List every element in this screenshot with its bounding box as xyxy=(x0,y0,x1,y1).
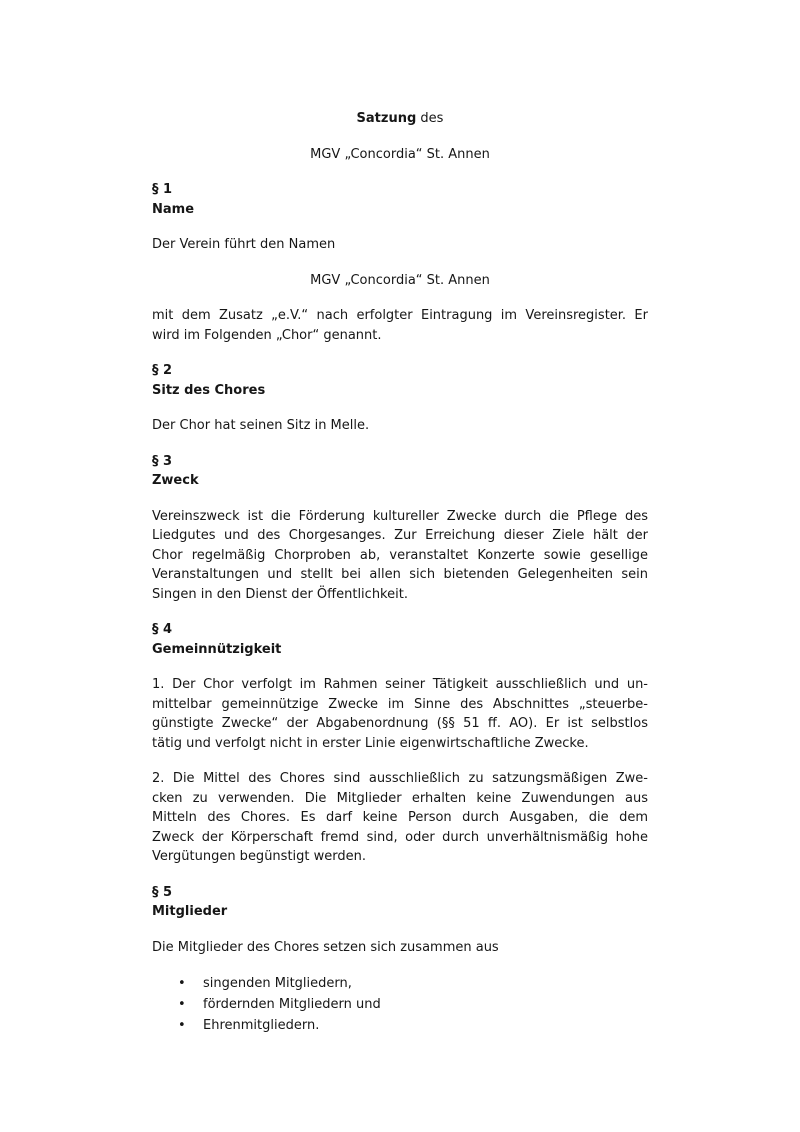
paragraph-line: 1. Der Chor verfolgt im Rahmen seiner Tätigkeit ausschließlich und un- xyxy=(152,677,648,692)
paragraph-line: Zweck der Körperschaft fremd sind, oder durch unverhältnismäßig hohe xyxy=(152,829,648,845)
document-title xyxy=(152,109,648,129)
section-heading-block xyxy=(152,361,648,400)
document-title-suffix: des xyxy=(420,111,444,126)
justified-paragraph xyxy=(152,507,648,605)
paragraph-line: 2. Die Mittel des Chores sind ausschließlich zu satzungsmäßigen Zwe- xyxy=(152,771,648,786)
bullet-item xyxy=(152,1015,648,1036)
bullet-item-text: singenden Mitgliedern, xyxy=(203,976,352,991)
bullet-item xyxy=(152,994,648,1015)
justified-paragraph xyxy=(152,306,648,345)
sections-container xyxy=(152,180,648,1036)
section-title: Name xyxy=(152,201,195,217)
document-title-bold: Satzung xyxy=(356,111,417,126)
section-title: Sitz des Chores xyxy=(152,382,266,398)
bullet-item xyxy=(152,973,648,994)
paragraph-line: tätig und verfolgt nicht in erster Linie eigenwirtschaftliche Zwecke. xyxy=(152,735,589,751)
section-title: Mitglieder xyxy=(152,904,228,919)
paragraph-line: günstigte Zwecke“ der Abgabenordnung (§§ 51 ff. AO). Er ist selbstlos xyxy=(152,716,648,731)
justified-paragraph xyxy=(152,769,648,867)
section-number: § 3 xyxy=(152,453,173,469)
paragraph-line: mit dem Zusatz „e.V.“ nach erfolgter Eintragung im Vereinsregister. Er xyxy=(152,308,648,323)
section-heading-block xyxy=(152,452,648,491)
bullet-item-text: Ehrenmitgliedern. xyxy=(203,1018,320,1033)
section-number: § 2 xyxy=(152,363,173,378)
section-number: § 1 xyxy=(152,182,173,197)
section-heading-block xyxy=(152,883,648,922)
paragraph-line: mittelbar gemeinnützige Zwecke im Sinne des Abschnittes „steuerbe- xyxy=(152,696,648,712)
centered-line: MGV „Concordia“ St. Annen xyxy=(310,272,490,288)
bullet-list xyxy=(152,973,648,1036)
paragraph-line: wird im Folgenden „Chor“ genannt. xyxy=(152,327,382,343)
paragraph-line: Chor regelmäßig Chorproben ab, veranstaltet Konzerte sowie gesellige xyxy=(152,547,648,563)
paragraph-line: Liedgutes und des Chorgesanges. Zur Erreichung dieser Ziele hält der xyxy=(152,528,648,543)
paragraph-line: Die Mitglieder des Chores setzen sich zusammen aus xyxy=(152,939,499,955)
justified-paragraph xyxy=(152,675,648,753)
section-number: § 5 xyxy=(152,884,173,900)
section-heading-block xyxy=(152,620,648,659)
section-number: § 4 xyxy=(152,622,173,637)
bullet-icon: • xyxy=(178,976,186,991)
paragraph-line: Mitteln des Chores. Es darf keine Person durch Ausgaben, die dem xyxy=(152,810,648,825)
paragraph-line: Der Verein führt den Namen xyxy=(152,237,336,252)
bullet-icon: • xyxy=(178,1018,186,1033)
paragraph-line: Veranstaltungen und stellt bei allen sich bietenden Gelegenheiten sein xyxy=(152,567,648,582)
section-title: Gemeinnützigkeit xyxy=(152,641,282,657)
bullet-icon: • xyxy=(178,997,186,1012)
paragraph-line: Vereinszweck ist die Förderung kultureller Zwecke durch die Pflege des xyxy=(152,508,648,524)
section-title: Zweck xyxy=(152,473,199,488)
paragraph-line: Der Chor hat seinen Sitz in Melle. xyxy=(152,418,370,433)
paragraph-line: Singen in den Dienst der Öffentlichkeit. xyxy=(152,586,408,602)
paragraph-line: cken zu verwenden. Die Mitglieder erhalten keine Zuwendungen aus xyxy=(152,790,648,806)
section-heading-block xyxy=(152,180,648,219)
document-subtitle: MGV „Concordia“ St. Annen xyxy=(310,146,490,162)
bullet-item-text: fördernden Mitgliedern und xyxy=(203,997,381,1012)
paragraph-line: Vergütungen begünstigt werden. xyxy=(152,849,366,864)
